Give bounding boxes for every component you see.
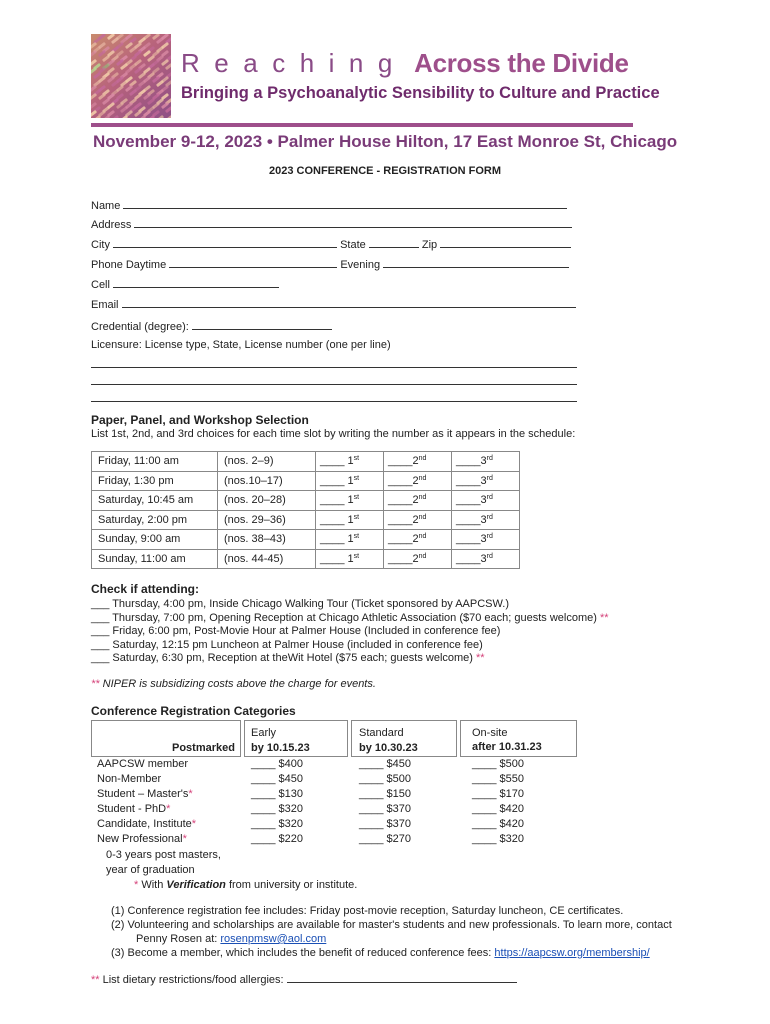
category-name: Non-Member	[97, 773, 162, 785]
category-name: Student - PhD	[97, 803, 167, 815]
choice-number: 1	[347, 474, 354, 487]
title-light: Reaching	[181, 48, 407, 78]
dietary-mark: **	[91, 974, 100, 986]
early-date: by 10.15.23	[251, 742, 310, 754]
evening-blank[interactable]	[383, 258, 569, 268]
choice-suffix: nd	[418, 474, 427, 482]
postmarked-label: Postmarked	[172, 742, 235, 754]
attending-option-text: ___ Saturday, 6:30 pm, Reception at theWit Hotel ($75 each; guests welcome)	[91, 652, 476, 664]
city-label: City	[91, 239, 110, 251]
second-choice-blank[interactable]	[384, 530, 452, 550]
choice-blank-line: ____	[320, 474, 345, 487]
choice-number: 3	[480, 533, 487, 546]
choice-suffix: nd	[418, 552, 427, 560]
session-selection-table	[91, 451, 520, 569]
licensure-label: Licensure: License type, State, License number (one per line)	[91, 339, 391, 351]
standard-fee-option[interactable]: ____ $500	[359, 773, 411, 785]
choice-suffix: st	[353, 474, 360, 482]
footnote-1: (1) Conference registration fee includes: Friday post-movie reception, Saturday luncheon, CE certificates.	[111, 905, 624, 917]
choice-suffix: st	[353, 513, 360, 521]
choice-blank-line: ____	[388, 474, 413, 487]
onsite-fee-option[interactable]: ____ $170	[472, 788, 524, 800]
phone-day-label: Phone Daytime	[91, 259, 167, 271]
choice-number: 2	[412, 513, 419, 526]
choice-suffix: nd	[418, 494, 427, 502]
city-state-zip-row	[91, 238, 571, 251]
choice-number: 2	[412, 552, 419, 565]
verification-note	[134, 879, 357, 891]
name-field[interactable]	[91, 199, 567, 212]
onsite-label: On-site	[472, 727, 508, 739]
category-name: Candidate, Institute	[97, 818, 192, 830]
category-name: New Professional	[97, 833, 183, 845]
choice-blank-line: ____	[388, 513, 413, 526]
session-row	[92, 510, 520, 530]
category-mark: *	[182, 833, 187, 845]
session-slot: Saturday, 10:45 am	[92, 491, 218, 511]
second-choice-blank[interactable]	[384, 471, 452, 491]
credential-field[interactable]	[91, 320, 332, 333]
third-choice-blank[interactable]	[452, 530, 520, 550]
choice-number: 2	[412, 455, 419, 468]
session-slot: Friday, 1:30 pm	[92, 471, 218, 491]
first-choice-blank[interactable]	[316, 530, 384, 550]
early-fee-option[interactable]: ____ $220	[251, 833, 303, 845]
attending-heading: Check if attending:	[91, 582, 200, 596]
niper-note	[91, 678, 376, 690]
session-slot: Saturday, 2:00 pm	[92, 510, 218, 530]
contact-label: Penny Rosen at:	[136, 933, 221, 945]
phone-day-blank[interactable]	[169, 258, 337, 268]
note-text: NIPER is subsidizing costs above the charge for events.	[99, 678, 376, 690]
choice-number: 1	[347, 533, 354, 546]
attending-option-text: ___ Thursday, 7:00 pm, Opening Reception at Chicago Athletic Association ($70 each; guests welcome)	[91, 611, 600, 624]
third-choice-blank[interactable]	[452, 491, 520, 511]
city-blank[interactable]	[113, 238, 337, 248]
attending-option-text: ___ Saturday, 12:15 pm Luncheon at Palmer House (included in conference fee)	[91, 638, 483, 651]
email-field[interactable]	[91, 298, 576, 311]
choice-blank-line: ____	[320, 533, 345, 546]
onsite-fee-option[interactable]: ____ $420	[472, 818, 524, 830]
contact-email-link[interactable]: rosenpmsw@aol.com	[220, 933, 327, 945]
standard-fee-option[interactable]: ____ $450	[359, 758, 411, 770]
licensure-line-3[interactable]	[91, 392, 577, 405]
selection-heading: Paper, Panel, and Workshop Selection	[91, 413, 309, 427]
email-label: Email	[91, 299, 119, 311]
category-label	[97, 803, 170, 815]
choice-number: 1	[347, 455, 354, 468]
early-label: Early	[251, 727, 277, 739]
session-slot: Sunday, 11:00 am	[92, 549, 218, 569]
attending-option[interactable]	[91, 598, 509, 610]
evening-label: Evening	[340, 259, 381, 271]
third-choice-blank[interactable]	[452, 452, 520, 472]
category-mark: *	[188, 788, 193, 800]
choice-blank-line: ____	[456, 474, 481, 487]
verif-post: from university or institute.	[225, 879, 358, 891]
standard-date: by 10.30.23	[359, 742, 418, 754]
early-fee-option[interactable]: ____ $320	[251, 818, 303, 830]
dietary-field[interactable]	[91, 973, 517, 986]
session-row	[92, 491, 520, 511]
form-title: 2023 CONFERENCE - REGISTRATION FORM	[268, 165, 502, 177]
session-numbers: (nos. 29–36)	[218, 510, 316, 530]
name-blank[interactable]	[123, 199, 567, 209]
new-professional-note-2: year of graduation	[106, 864, 195, 876]
second-choice-blank[interactable]	[384, 549, 452, 569]
second-choice-blank[interactable]	[384, 510, 452, 530]
standard-label: Standard	[359, 727, 404, 739]
footnote-2: (2) Volunteering and scholarships are available for master's students and new professionals. To learn more, contact	[111, 919, 672, 931]
choice-suffix: rd	[486, 513, 493, 521]
choice-blank-line: ____	[388, 494, 413, 507]
session-slot: Friday, 11:00 am	[92, 452, 218, 472]
first-choice-blank[interactable]	[316, 491, 384, 511]
onsite-fee-option[interactable]: ____ $500	[472, 758, 524, 770]
membership-text: (3) Become a member, which includes the benefit of reduced conference fees:	[111, 947, 495, 959]
cell-field[interactable]	[91, 278, 279, 291]
choice-blank-line: ____	[320, 455, 345, 468]
footnote-2-contact	[136, 933, 326, 945]
dietary-blank[interactable]	[287, 973, 517, 983]
third-choice-blank[interactable]	[452, 471, 520, 491]
choice-blank-line: ____	[456, 552, 481, 565]
conference-title	[181, 48, 629, 79]
standard-fee-option[interactable]: ____ $270	[359, 833, 411, 845]
note-mark: **	[91, 678, 100, 690]
choice-blank-line: ____	[320, 494, 345, 507]
licensure-line-1[interactable]	[91, 358, 577, 371]
attending-option-text: ___ Friday, 6:00 pm, Post-Movie Hour at Palmer House (Included in conference fee)	[91, 625, 501, 637]
cell-label: Cell	[91, 279, 110, 291]
name-label: Name	[91, 200, 121, 212]
choice-blank-line: ____	[388, 533, 413, 546]
session-numbers: (nos. 44-45)	[218, 549, 316, 569]
attending-option[interactable]	[91, 652, 485, 664]
session-row	[92, 530, 520, 550]
selection-instructions: List 1st, 2nd, and 3rd choices for each time slot by writing the number as it appears in the schedule:	[91, 428, 576, 440]
credential-blank[interactable]	[192, 320, 332, 330]
choice-number: 2	[412, 474, 419, 487]
choice-suffix: rd	[486, 494, 493, 502]
first-choice-blank[interactable]	[316, 471, 384, 491]
attending-option-mark: **	[476, 652, 485, 664]
session-numbers: (nos. 2–9)	[218, 452, 316, 472]
licensure-line-2[interactable]	[91, 375, 577, 388]
choice-number: 2	[412, 533, 419, 546]
choice-number: 3	[480, 513, 487, 526]
choice-blank-line: ____	[456, 513, 481, 526]
choice-number: 1	[347, 513, 354, 526]
choice-number: 3	[480, 455, 487, 468]
early-fee-option[interactable]: ____ $400	[251, 758, 303, 770]
email-blank[interactable]	[122, 298, 576, 308]
category-mark: *	[191, 818, 197, 830]
state-label: State	[340, 239, 366, 251]
choice-number: 3	[480, 474, 487, 487]
choice-suffix: st	[353, 552, 360, 560]
choice-suffix: nd	[418, 533, 427, 541]
zip-blank[interactable]	[440, 238, 571, 248]
phone-row	[91, 258, 569, 271]
category-label	[97, 833, 187, 845]
session-slot: Sunday, 9:00 am	[92, 530, 218, 550]
categories-heading: Conference Registration Categories	[91, 704, 296, 718]
header-divider	[91, 123, 633, 127]
third-choice-blank[interactable]	[452, 549, 520, 569]
choice-suffix: rd	[486, 455, 493, 463]
credential-label: Credential (degree):	[91, 321, 189, 333]
early-fee-option[interactable]: ____ $450	[251, 773, 303, 785]
choice-number: 2	[412, 494, 419, 507]
attending-option[interactable]	[91, 612, 609, 624]
session-row	[92, 452, 520, 472]
membership-link[interactable]: https://aapcsw.org/membership/	[494, 947, 650, 959]
session-numbers: (nos.10–17)	[218, 471, 316, 491]
attending-option-mark: **	[599, 611, 609, 624]
choice-suffix: nd	[418, 513, 427, 521]
verif-mark: *	[134, 879, 139, 891]
choice-blank-line: ____	[456, 455, 481, 468]
session-numbers: (nos. 20–28)	[218, 491, 316, 511]
first-choice-blank[interactable]	[316, 452, 384, 472]
first-choice-blank[interactable]	[316, 510, 384, 530]
choice-blank-line: ____	[388, 552, 413, 565]
choice-blank-line: ____	[320, 552, 345, 565]
attending-option[interactable]	[91, 625, 500, 637]
address-label: Address	[91, 219, 132, 231]
verif-pre: With	[138, 879, 167, 891]
attending-option-text: ___ Thursday, 4:00 pm, Inside Chicago Walking Tour (Ticket sponsored by AAPCSW.)	[91, 598, 509, 610]
conference-subtitle: Bringing a Psychoanalytic Sensibility to Culture and Practice	[181, 84, 660, 102]
category-label	[97, 788, 193, 800]
choice-suffix: st	[353, 455, 360, 463]
choice-suffix: rd	[486, 474, 493, 482]
choice-number: 1	[347, 552, 354, 565]
session-row	[92, 549, 520, 569]
category-name: Student – Master's	[97, 788, 189, 800]
choice-number: 3	[480, 552, 487, 565]
standard-fee-option[interactable]: ____ $370	[359, 818, 411, 830]
second-choice-blank[interactable]	[384, 452, 452, 472]
onsite-fee-option[interactable]: ____ $550	[472, 773, 524, 785]
choice-suffix: rd	[486, 552, 493, 560]
category-name: AAPCSW member	[97, 758, 189, 770]
choice-blank-line: ____	[456, 533, 481, 546]
session-row	[92, 471, 520, 491]
address-blank[interactable]	[134, 218, 572, 228]
choice-number: 3	[480, 494, 487, 507]
choice-suffix: nd	[418, 455, 427, 463]
choice-suffix: st	[353, 533, 360, 541]
state-blank[interactable]	[369, 238, 419, 248]
standard-fee-option[interactable]: ____ $150	[359, 788, 411, 800]
category-label	[97, 818, 196, 830]
third-choice-blank[interactable]	[452, 510, 520, 530]
category-mark: *	[166, 803, 171, 815]
address-field[interactable]	[91, 218, 572, 231]
attending-option[interactable]	[91, 639, 483, 651]
category-label	[97, 758, 188, 770]
title-bold: Across the Divide	[414, 48, 629, 78]
second-choice-blank[interactable]	[384, 491, 452, 511]
choice-blank-line: ____	[388, 455, 413, 468]
choice-suffix: rd	[486, 533, 493, 541]
event-details: November 9-12, 2023 • Palmer House Hilton, 17 East Monroe St, Chicago	[93, 132, 678, 151]
verif-bold: Verification	[166, 879, 226, 891]
new-professional-note-1: 0-3 years post masters,	[106, 849, 221, 861]
choice-suffix: st	[353, 494, 360, 502]
zip-label: Zip	[421, 239, 438, 251]
standard-fee-option[interactable]: ____ $370	[359, 803, 411, 815]
conference-logo	[91, 34, 171, 118]
choice-blank-line: ____	[320, 513, 345, 526]
cell-blank[interactable]	[113, 278, 279, 288]
choice-blank-line: ____	[456, 494, 481, 507]
category-label	[97, 773, 161, 785]
footnote-3	[111, 947, 650, 959]
early-fee-option[interactable]: ____ $320	[251, 803, 303, 815]
onsite-fee-option[interactable]: ____ $320	[472, 833, 524, 845]
session-numbers: (nos. 38–43)	[218, 530, 316, 550]
early-fee-option[interactable]: ____ $130	[251, 788, 303, 800]
first-choice-blank[interactable]	[316, 549, 384, 569]
dietary-label: List dietary restrictions/food allergies:	[99, 974, 287, 986]
choice-number: 1	[347, 494, 354, 507]
onsite-fee-option[interactable]: ____ $420	[472, 803, 524, 815]
onsite-date: after 10.31.23	[472, 741, 542, 753]
